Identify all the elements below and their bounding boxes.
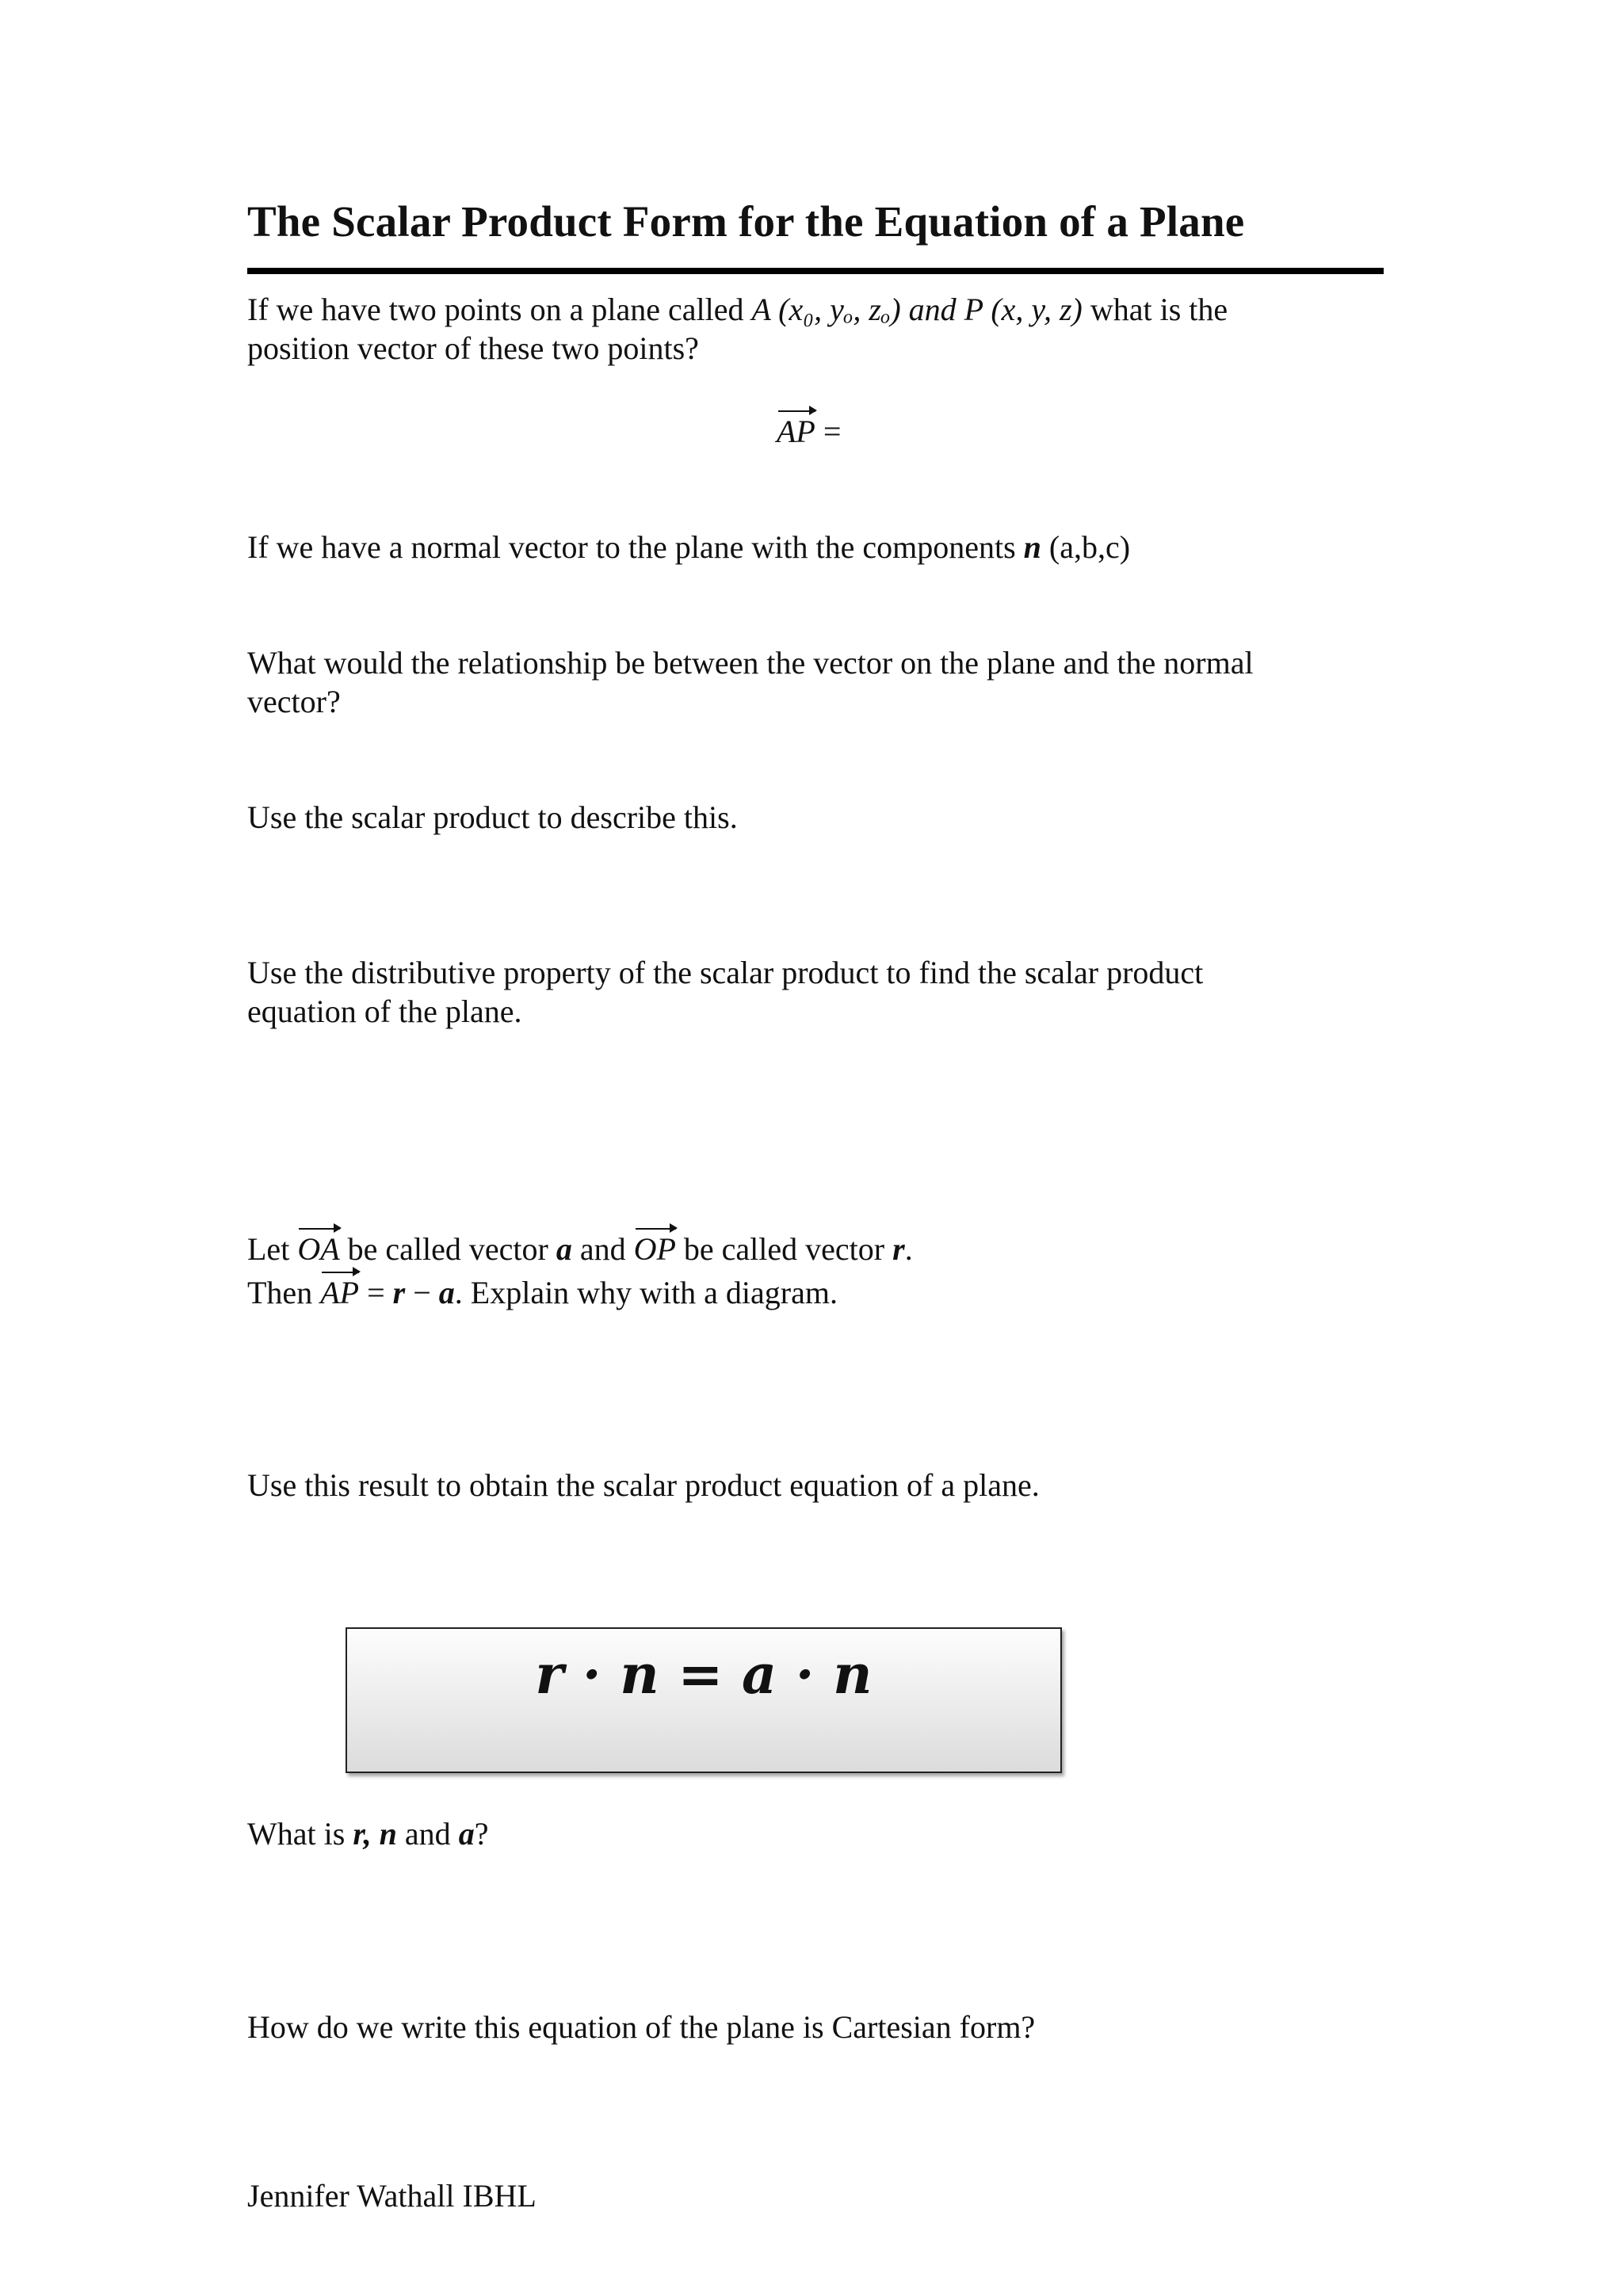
q1-text-after: what is the: [1082, 292, 1228, 327]
q6-minus: −: [405, 1275, 439, 1310]
q9-line: How do we write this equation of the plane is Cartesian form?: [247, 2009, 1036, 2045]
q8-r-n: r, n: [353, 1816, 397, 1852]
q8-qmark: ?: [474, 1816, 489, 1852]
vector-a: a: [556, 1231, 572, 1267]
vector-r-2: r: [392, 1275, 406, 1310]
q7-line: Use this result to obtain the scalar product equation of a plane.: [247, 1467, 1040, 1503]
q6-eq: =: [359, 1275, 393, 1310]
q6-and: and: [571, 1231, 634, 1267]
q6-called-r: be called vector: [675, 1231, 893, 1267]
oa-vector: OA: [297, 1231, 340, 1267]
page-title: The Scalar Product Form for the Equation of a Plane: [247, 197, 1245, 246]
q6-let: Let: [247, 1231, 298, 1267]
ap-equals: =: [815, 414, 842, 449]
ap-vector-2: AP: [320, 1275, 360, 1310]
ap-vector: AP: [777, 414, 815, 449]
vector-a-2: a: [438, 1275, 455, 1310]
q6-period: .: [904, 1231, 913, 1267]
vector-r: r: [892, 1231, 905, 1267]
q6-line1: [247, 1230, 913, 1268]
q1-line2: position vector of these two points?: [247, 330, 699, 366]
op-vector: OP: [633, 1231, 676, 1267]
q3-line2: vector?: [247, 684, 341, 719]
q6-called-a: be called vector: [339, 1231, 556, 1267]
point-p: P (x, y, z): [964, 292, 1083, 327]
normal-n: n: [1023, 529, 1041, 565]
point-a: A (x₀, yₒ, zₒ): [751, 292, 901, 327]
q1-text-before: If we have two points on a plane called: [247, 292, 752, 327]
q6-line2: [247, 1273, 838, 1312]
q2-text-after: (a,b,c): [1041, 529, 1131, 565]
title-divider: [247, 268, 1384, 274]
q4-line: Use the scalar product to describe this.: [247, 799, 738, 835]
author-footer: Jennifer Wathall IBHL: [247, 2178, 537, 2214]
q6-then: Then: [247, 1275, 321, 1310]
q1-and: and: [900, 292, 964, 327]
q5-line2: equation of the plane.: [247, 994, 522, 1029]
q1-line1: [247, 290, 1228, 329]
q8-and: and: [396, 1816, 459, 1852]
q6-explain: . Explain why with a diagram.: [454, 1275, 838, 1310]
q2-line: [247, 528, 1130, 566]
ap-equation: [777, 412, 841, 451]
q8-a: a: [458, 1816, 475, 1852]
q2-text-before: If we have a normal vector to the plane with the components: [247, 529, 1024, 565]
q3-line1: What would the relationship be between the vector on the plane and the normal: [247, 645, 1254, 681]
formula-box: [346, 1627, 1062, 1773]
plane-formula: r · n = a · n: [535, 1643, 873, 1707]
q8-line: [247, 1814, 488, 1853]
q8-what-is: What is: [247, 1816, 353, 1852]
q5-line1: Use the distributive property of the scalar product to find the scalar product: [247, 955, 1204, 990]
